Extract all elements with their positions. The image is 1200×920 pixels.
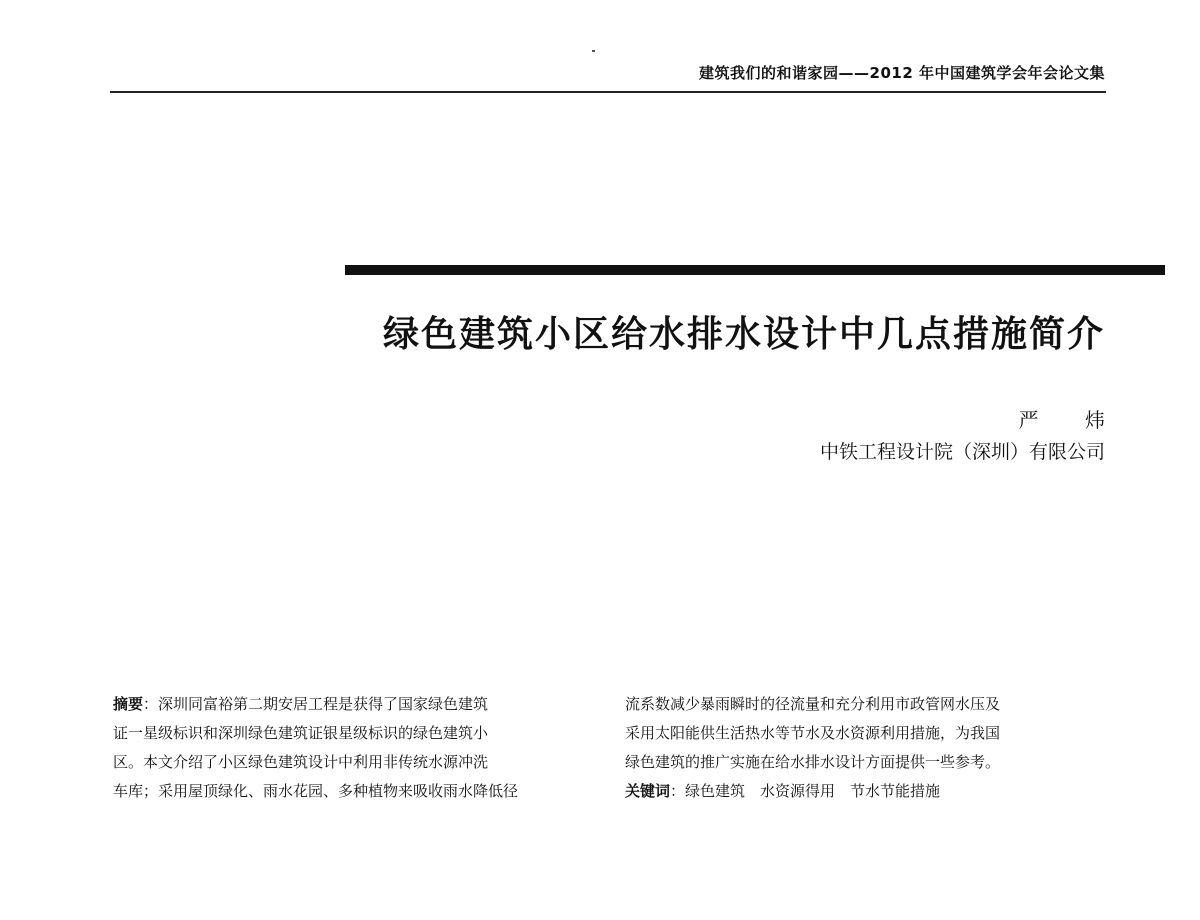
abstract-label: 摘要 [113,695,144,713]
author-name: 严 炜 [1018,408,1125,432]
abstract-line: 车库；采用屋顶绿化、雨水花园、多种植物来吸收雨水降低径 [113,782,519,800]
keywords-line [625,777,1105,806]
scan-speck [592,50,595,52]
header-rule [110,91,1106,93]
keywords-label: 关键词 [625,782,671,800]
abstract-right-column [625,690,1105,806]
abstract-line: 流系数减少暴雨瞬时的径流量和充分利用市政管网水压及 [625,695,1001,713]
keywords-text: ：绿色建筑 水资源得用 节水节能措施 [670,782,941,800]
abstract-text: ：深圳同富裕第二期安居工程是获得了国家绿色建筑 [143,695,489,713]
abstract-line: 绿色建筑的推广实施在给水排水设计方面提供一些参考。 [625,753,1001,771]
abstract-line: 采用太阳能供生活热水等节水及水资源利用措施，为我国 [625,724,1001,742]
abstract-line [113,690,593,719]
abstract-left-column [113,690,593,806]
abstract-line: 区。本文介绍了小区绿色建筑设计中利用非传统水源冲洗 [113,753,489,771]
author-affiliation: 中铁工程设计院（深圳）有限公司 [819,441,1105,463]
paper-title: 绿色建筑小区给水排水设计中几点措施简介 [382,314,1105,355]
title-bar [345,265,1165,275]
abstract-line: 证一星级标识和深圳绿色建筑证银星级标识的绿色建筑小 [113,724,489,742]
running-head: 建筑我们的和谐家园——2012 年中国建筑学会年会论文集 [699,64,1105,82]
